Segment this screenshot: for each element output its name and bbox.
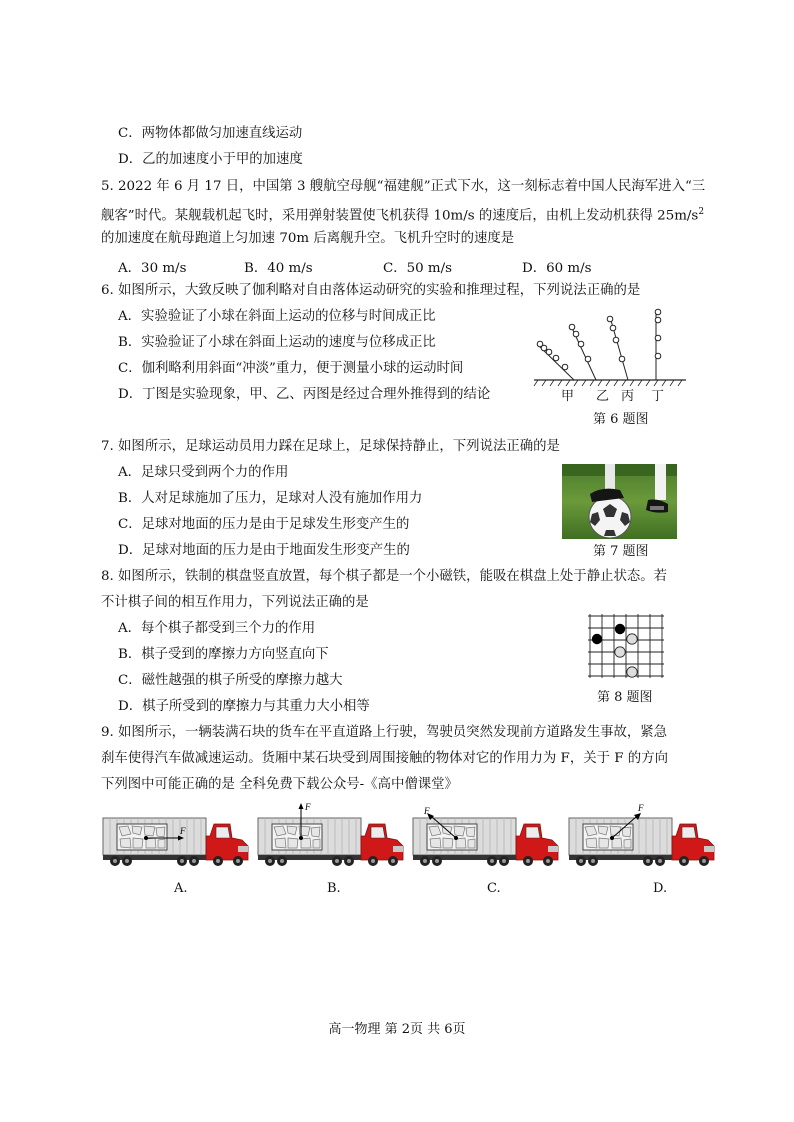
q4-option-d: D．乙的加速度小于甲的加速度	[118, 152, 303, 167]
q6-option-b: B．实验验证了小球在斜面上运动的速度与位移成正比	[118, 335, 436, 350]
balls-bing	[607, 316, 625, 362]
white-stone-3	[627, 667, 637, 677]
q7-option-b: B．人对足球施加了压力，足球对人没有施加作用力	[118, 491, 423, 506]
truck-b	[258, 802, 403, 866]
q9-stem-line2: 刹车使得汽车做减速运动。货厢中某石块受到周围接触的物体对它的作用力为 F，关于 F 的方向	[101, 751, 668, 766]
truck-a	[103, 818, 248, 866]
q5-option-b: B．40 m/s	[244, 261, 313, 276]
q7-option-d: D．足球对地面的压力是由于地面发生形变产生的	[118, 543, 410, 558]
q9-option-b-label: B.	[327, 881, 341, 896]
q5-stem-line3: 的加速度在航母跑道上匀加速 70m 后离舰升空。飞机升空时的速度是	[101, 231, 515, 246]
q6-option-c: C．伽利略利用斜面“冲淡”重力，便于测量小球的运动时间	[118, 361, 464, 376]
right-sock	[655, 464, 666, 500]
left-sock	[605, 464, 615, 490]
q9-option-a-label: A.	[174, 881, 188, 896]
q8-caption: 第 8 题图	[597, 690, 653, 705]
balls-jia	[537, 341, 568, 370]
q8-stem-line2: 不计棋子间的相互作用力，下列说法正确的是	[101, 595, 369, 610]
page-footer: 高一物理 第 2页 共 6页	[328, 1022, 466, 1037]
force-label-d: F	[638, 803, 644, 813]
q9-stem-line1: 9. 如图所示，一辆装满石块的货车在平直道路上行驶，驾驶员突然发现前方道路发生事故，紧急	[101, 725, 668, 740]
q6-label-yi: 乙	[596, 389, 610, 404]
q5-stem-line2-text: 舰客”时代。某舰载机起飞时，采用弹射装置使飞机获得 10m/s 的速度后，由机上发动机获得 25m/s	[101, 208, 699, 224]
q6-galileo-figure	[530, 300, 690, 390]
truck-c	[413, 806, 558, 866]
q5-option-a: A．30 m/s	[118, 261, 187, 276]
black-stone-2	[615, 624, 625, 634]
balls-yi	[569, 324, 591, 362]
q6-option-a: A．实验验证了小球在斜面上运动的位移与时间成正比	[118, 309, 436, 324]
q9-option-d-label: D.	[653, 881, 668, 896]
q7-stem: 7. 如图所示，足球运动员用力踩在足球上，足球保持静止，下列说法正确的是	[101, 439, 560, 454]
board-grid	[588, 614, 664, 678]
black-stone-1	[592, 634, 602, 644]
force-label-b: F	[305, 802, 311, 812]
q8-chessboard-figure	[586, 612, 666, 682]
q6-option-d: D．丁图是实验现象，甲、乙、丙图是经过合理外推得到的结论	[118, 387, 491, 402]
white-stone-2	[615, 647, 625, 657]
q8-stem-line1: 8. 如图所示，铁制的棋盘竖直放置，每个棋子都是一个小磁铁，能吸在棋盘上处于静止状态。若	[101, 569, 668, 584]
q8-option-d: D．棋子所受到的摩擦力与其重力大小相等	[118, 699, 370, 714]
ground-hatching	[534, 380, 682, 386]
q9-trucks-figure	[100, 800, 720, 870]
q8-option-c: C．磁性越强的棋子所受的摩擦力越大	[118, 673, 343, 688]
q6-label-jia: 甲	[561, 389, 575, 404]
q8-option-a: A．每个棋子都受到三个力的作用	[118, 621, 316, 636]
q9-stem-line3: 下列图中可能正确的是 全科免费下载公众号-《高中僧课堂》	[101, 777, 458, 792]
truck-d	[569, 803, 714, 866]
q7-caption: 第 7 题图	[593, 544, 649, 559]
q5-stem-line2	[101, 204, 704, 224]
q5-option-c: C．50 m/s	[383, 261, 453, 276]
q7-option-a: A．足球只受到两个力的作用	[118, 465, 289, 480]
q6-label-bing: 丙	[621, 389, 635, 404]
q6-stem: 6. 如图所示，大致反映了伽利略对自由落体运动研究的实验和推理过程，下列说法正确的是	[101, 283, 641, 298]
force-label-a: F	[180, 826, 186, 836]
q8-option-b: B．棋子受到的摩擦力方向竖直向下	[118, 647, 329, 662]
q6-label-ding: 丁	[651, 389, 665, 404]
q7-option-c: C．足球对地面的压力是由于足球发生形变产生的	[118, 517, 410, 532]
q9-option-c-label: C.	[487, 881, 501, 896]
q7-football-photo	[562, 464, 677, 539]
q6-caption: 第 6 题图	[593, 412, 649, 427]
q5-stem-line2-sup: 2	[698, 207, 705, 217]
q5-option-d: D．60 m/s	[522, 261, 592, 276]
q5-stem-line1: 5. 2022 年 6 月 17 日，中国第 3 艘航空母舰“福建舰”正式下水，这一刻标志着中国人民海军进入“三	[101, 179, 706, 194]
force-label-c: F	[424, 806, 430, 816]
q4-option-c: C．两物体都做匀加速直线运动	[118, 126, 303, 141]
white-stone-1	[627, 634, 637, 644]
